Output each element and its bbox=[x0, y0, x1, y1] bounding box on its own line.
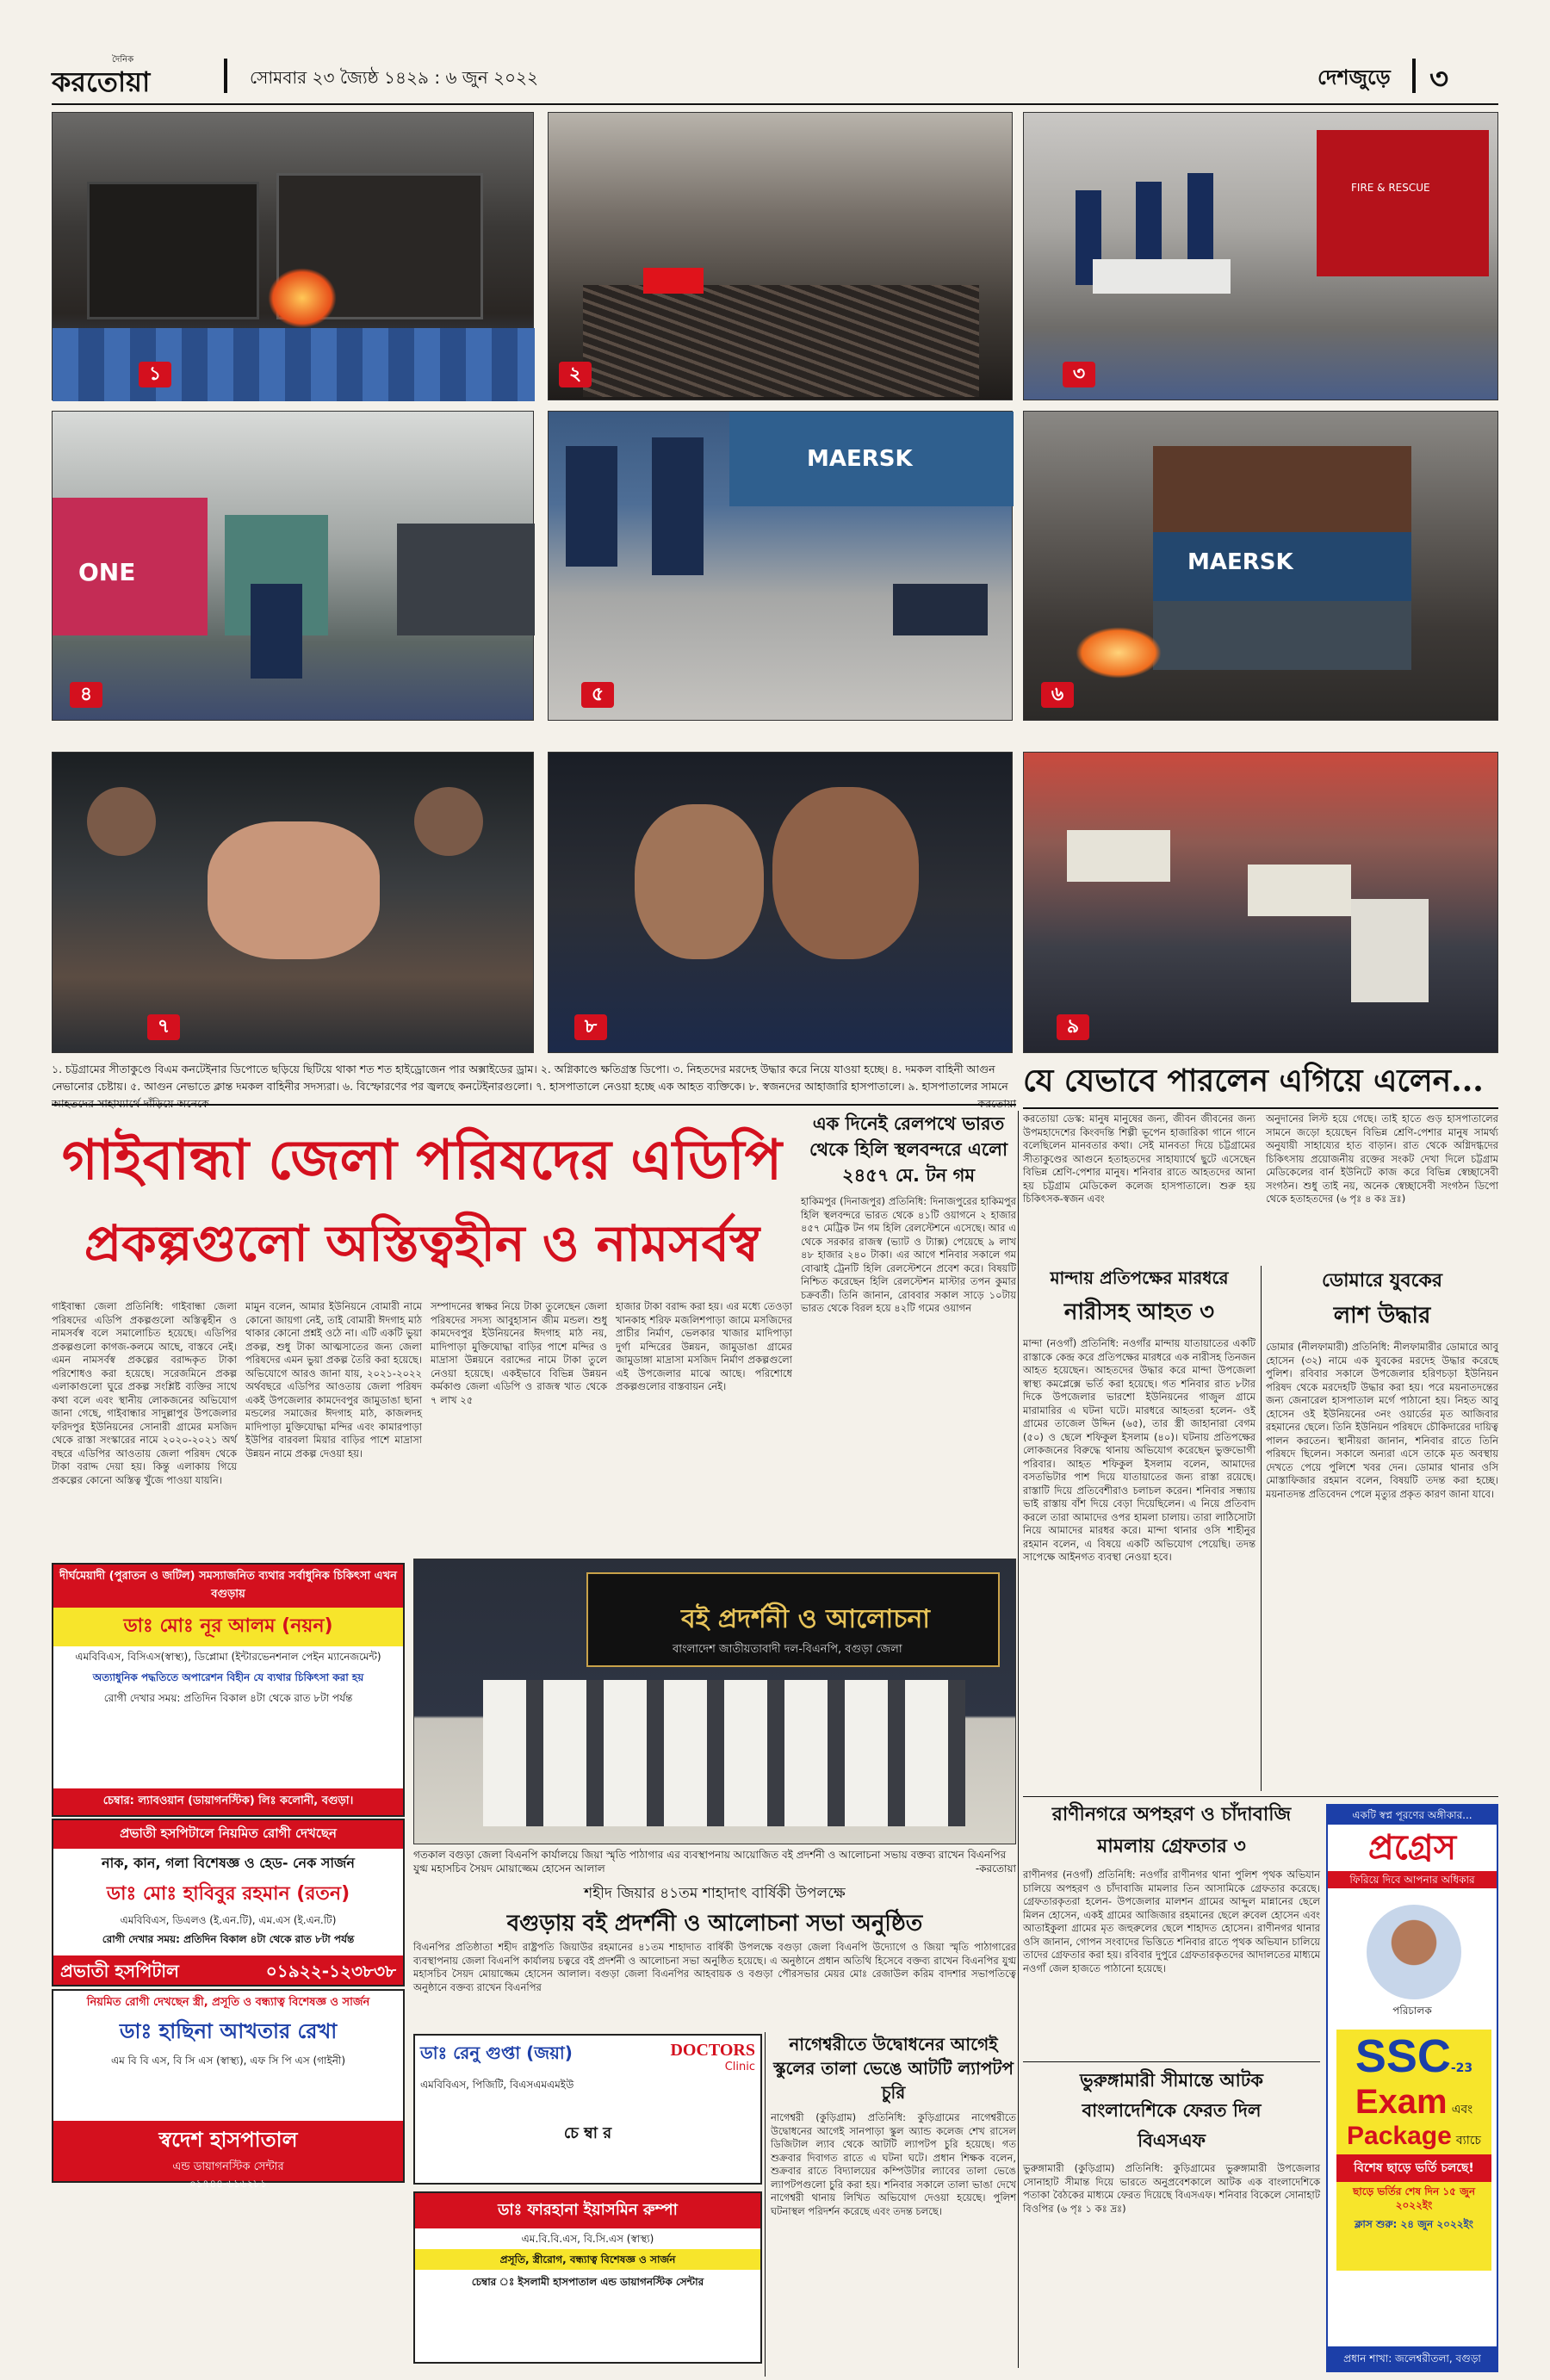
domar-headline-2: লাশ উদ্ধার bbox=[1333, 1303, 1431, 1329]
renu-degrees: এমবিবিএস, পিজিটি, বিএসএমএমইউ bbox=[420, 2079, 574, 2091]
package-batch: ব্যাচে bbox=[1455, 2134, 1481, 2148]
photo-number: ৮ bbox=[574, 1014, 607, 1040]
probhati-spec: নাক, কান, গলা বিশেষজ্ঞ ও হেড- নেক সার্জন bbox=[102, 1855, 355, 1871]
probhati-ad bbox=[52, 1819, 405, 1986]
raninagar-story bbox=[1023, 1800, 1320, 2058]
lead-col-2: মামুন বলেন, আমার ইউনিয়নে বোমারী নামে কোনো জায়গা নেই, তাই বোমারী ঈদগাহ মাঠ থাকার কোনো প্রশ্নই ওঠে না। এটি একটি ভুয়া প্রকল্প, শুধু টাকা আত্মসাতের জন্য জেলা পরিষদের এমন ভুয়া প্রকল্প তৈরি করা হয়েছে। অভিযোগে আরও জানা যায়, ২০২১-২০২২ অর্থবছরে এডিপির আওতায় জেলা পরিষদ একই উপজেলার কামদেবপুর জামুডাঙা ছানা মন্ডলের সমাজের ঈদগাহ মাঠ, কাজলদহ মাদিপাড়া মুক্তিযোদ্ধা মন্দির এবং কামারপাড়া ইউপির বারবলা মিয়ার বাড়ির পাশে মাদ্রাসা উন্নয়ন নামে প্রকল্প দেওয়া হয়। bbox=[245, 1300, 422, 1460]
ssc-year: -23 bbox=[1450, 2061, 1473, 2075]
lead-headline-line-1: গাইবান্ধা জেলা পরিষদের এডিপি bbox=[61, 1128, 783, 1193]
progress-offer: বিশেষ ছাড়ে ভর্তি চলছে! bbox=[1336, 2154, 1491, 2182]
border-headline-2: বাংলাদেশিকে ফেরত দিল bbox=[1082, 2100, 1262, 2121]
ortho-ad bbox=[52, 1563, 405, 1817]
progress-ad bbox=[1326, 1804, 1498, 2372]
border-story bbox=[1023, 2067, 1320, 2377]
progress-tag: ফিরিয়ে দিবে আপনার অধিকার bbox=[1328, 1871, 1497, 1888]
photo-4-firefighting bbox=[52, 411, 534, 721]
gyn-degrees: এম বি বি এস, বি সি এস (স্বাস্থ্য), এফ সি পি এস (গাইনী) bbox=[110, 2055, 345, 2067]
ortho-time: রোগী দেখার সময়: প্রতিদিন বিকাল ৪টা থেকে রাত ৮টা পর্যন্ত bbox=[103, 1692, 353, 1704]
laptop-story bbox=[771, 2032, 1016, 2377]
lead-headline-line-2: প্রকল্পগুলো অস্তিত্বহীন ও নামসর্বস্ব bbox=[84, 1214, 760, 1273]
doctors-clinic-logo bbox=[670, 2041, 755, 2073]
farhana-degrees: এম.বি.বি.এস, বি.সি.এস (স্বাস্থ্য) bbox=[521, 2233, 654, 2245]
progress-person-title: পরিচালক bbox=[1392, 2005, 1432, 2017]
ortho-chamber: চেম্বার: ল্যাবওয়ান (ডায়াগনস্টিক) লিঃ কলোনী, বগুড়া। bbox=[53, 1788, 403, 1815]
container-label-maersk-2: MAERSK bbox=[1187, 549, 1293, 575]
mandai-body: মান্দা (নওগাঁ) প্রতিনিধি: নওগাঁর মান্দায় যাতায়াতের একটি রাস্তাকে কেন্দ্র করে প্রতিপক্ষের মারধরে এক নারীসহ তিনজন আহত হয়েছেন। আহতদের উদ্ধার করে মান্দা উপজেলা স্বাস্থ্য কমপ্লেক্সে ভর্তি করা হয়েছে। গত শনিবার রাত ৮টার দিকে উপজেলার ভারশো ইউনিয়নের গাজুল গ্রামে মারামারির এ ঘটনা ঘটে। মারধরে আহতরা হলেন- ওই গ্রামের তাজেল উদ্দিন (৬৫), তার স্ত্রী জাহানারা বেগম (৫০) ও ছেলে শফিকুল ইসলাম (৪০)। ঘটনায় প্রতিপক্ষের লোকজনের বিরুদ্ধে থানায় অভিযোগ করেছেন ভুক্তভোগী পরিবার। আহত শফিকুল ইসলাম বলেন, আমাদের বসতভিটার পাশ দিয়ে যাতায়াতের জন্য রাস্তা রয়েছে। রাস্তাটি দিয়ে প্রতিবেশীরাও চলাচল করেন। শনিবার সন্ধ্যায় ভাই রাস্তায় বাঁশ দিয়ে বেড়া দিয়েছিলেন। এ নিয়ে প্রতিবাদ করলে তারা আমাদের ওপর হামলা চালায়। তারা লাঠিসোটা নিয়ে আমাদের মারধর করে। মান্দা থানার ওসি শাহীনুর রহমান বলেন, এ বিষয়ে একটি অভিযোগ পেয়েছি। তদন্ত সাপেক্ষে আইনগত ব্যবস্থা নেওয়া হবে। bbox=[1023, 1337, 1256, 1563]
ssc-label: SSC bbox=[1355, 2030, 1451, 2082]
domar-story bbox=[1266, 1266, 1498, 1795]
package-label: Package bbox=[1347, 2122, 1452, 2150]
event-banner-title: বই প্রদর্শনী ও আলোচনা bbox=[681, 1604, 931, 1634]
mandai-story bbox=[1023, 1266, 1256, 1795]
photo-8-grieving-relatives bbox=[548, 752, 1013, 1053]
photo-caption-text: ১. চট্টগ্রামের সীতাকুণ্ডে বিএম কনটেইনার ডিপোতে ছড়িয়ে ছিটিয়ে থাকা শত শত হাইড্রোজেন পার অক্সাইডের ড্রাম। ২. অগ্নিকাণ্ডে ক্ষতিগ্রস্ত ডিপো। ৩. নিহতদের মরদেহ উদ্ধার করে নিয়ে যাওয়া হচ্ছে। ৪. দমকল বাহিনী আগুন নেভানোর চেষ্টায়। ৫. আগুন নেভাতে ক্লান্ত দমকল বাহিনীর সদস্যরা। ৬. বিস্ফোরণের পর জ্বলছে কনটেইনারগুলো। ৭. হাসপাতালে নেওয়া হচ্ছে এক আহত ব্যক্তিকে। ৮. স্বজনদের আহাজারি হাসপাতালে। ৯. হাসপাতালের সামনে bbox=[52, 1063, 1008, 1093]
photo-number: ১ bbox=[139, 362, 171, 387]
photo-number: ৯ bbox=[1057, 1014, 1089, 1040]
renu-ad bbox=[413, 2034, 762, 2185]
photo-3-body-recovery bbox=[1023, 112, 1498, 400]
domar-headline-1: ডোমারে যুবকের bbox=[1322, 1270, 1442, 1292]
right-intro-col-2: অনুদানের লিস্ট হয়ে গেছে। তাই হাতে গুড় হাসপাতালের সামনে জড়ো হয়েছেন বিভিন্ন শ্রেণি-পেশার মানুষ সামর্থ্য অনুযায়ী সাহায্যের হাত বাড়ান। রাত থেকে অগ্নিদগ্ধদের চিকিৎসায় প্রয়োজনীয় রক্তের সংকট দেখা দিলে চট্টগ্রাম মেডিকেলের বার্ন ইউনিটে কাজ করে বিভিন্ন স্বেচ্ছাসেবী সংগঠন। শুধু তাই নয়, অনেক স্বেচ্ছাসেবী সংগঠন ডিপো থেকে হতাহতদের (৬ পৃঃ ৪ কঃ দ্রঃ) bbox=[1266, 1113, 1498, 1205]
issue-date: সোমবার ২৩ জ্যৈষ্ঠ ১৪২৯ : ৬ জুন ২০২২ bbox=[250, 67, 539, 88]
photo-number: ৭ bbox=[147, 1014, 180, 1040]
photo-number: ৫ bbox=[581, 682, 614, 708]
farhana-chamber: চেম্বার ঃ ইসলামী হাসপাতাল এন্ড ডায়াগনস্টিক সেন্টার bbox=[471, 2276, 704, 2288]
event-credit: -করতোয়া bbox=[975, 1862, 1016, 1875]
progress-address: প্রধান শাখা: জলেশ্বরীতলা, বগুড়া bbox=[1328, 2346, 1497, 2371]
doctors-clinic-sub: Clinic bbox=[724, 2061, 755, 2073]
gyn-phone: ০১৭৪৪-৬১৬২৮১ bbox=[189, 2178, 268, 2190]
photo-caption bbox=[52, 1061, 1016, 1097]
photo-9-crowd-at-hospital bbox=[1023, 752, 1498, 1053]
photo-1-burnt-trucks bbox=[52, 112, 534, 400]
mandai-headline-2: নারীসহ আহত ৩ bbox=[1063, 1299, 1215, 1325]
probhati-phone: ০১৯২২-১২৩৮৩৮ bbox=[265, 1961, 396, 1981]
gyn-ad bbox=[52, 1989, 405, 2190]
photo-number: ৪ bbox=[70, 682, 102, 708]
mandai-headline-1: মান্দায় প্রতিপক্ষের মারধরে bbox=[1050, 1267, 1229, 1288]
probhati-doctor: ডাঃ মোঃ হাবিবুর রহমান (রতন) bbox=[106, 1883, 350, 1905]
raninagar-body: রাণীনগর (নওগাঁ) প্রতিনিধি: নওগাঁর রাণীনগর থানা পুলিশ পৃথক অভিযান চালিয়ে অপহরণ ও চাঁদাবাজি মামলার তিন আসামিকে গ্রেফতার করেছে। গ্রেফতারকৃতরা হলেন- উপজেলার মালশন গ্রামের আব্দুল মান্নানের ছেলে মিলন হোসেন, একই গ্রামের আজিজার রহমানের ছেলে রুবেল হোসেন এবং আতাইকুলা গ্রামের মৃত জহুরুলের ছেলে শাহাদত হোসেন। রাণীনগর থানার ওসি জানান, গোপন সংবাদের ভিত্তিতে শনিবার রাতে পৃথক অভিযান চালিয়ে তাদের গ্রেফতার করা হয়। রবিবার দুপুরে গ্রেফতারকৃতদের আদালতের মাধ্যমে নওগাঁ জেল হাজতে পাঠানো হয়েছে। bbox=[1023, 1869, 1320, 1974]
photo-number: ৩ bbox=[1063, 362, 1095, 387]
masthead bbox=[52, 52, 1498, 102]
india-headline: এক দিনেই রেলপথে ভারত থেকে হিলি স্থলবন্দরে এলো ২৪৫৭ মে. টন গম bbox=[809, 1113, 1008, 1186]
probhati-time: রোগী দেখার সময়: প্রতিদিন বিকাল ৪টা থেকে রাত ৮টা পর্যন্ত bbox=[102, 1933, 355, 1945]
lead-col-1: গাইবান্ধা জেলা প্রতিনিধি: গাইবান্ধা জেলা পরিষদের এডিপি প্রকল্পগুলো অস্তিত্বহীন ও নামসর্বস্ব বলে সমালোচিত হয়েছে। এডিপির প্রকল্পগুলো কাগজ-কলমে আছে, বাস্তবে নেই। এমন নামসর্বস্ব প্রকল্পের বরাদ্দকৃত টাকা পরিশোধও করা হয়েছে। সরেজমিনে প্রকল্প এলাকাগুলো ঘুরে প্রকল্প সংশ্লিষ্ট ব্যক্তির সাথে কথা বলে এবং স্থানীয় লোকজনের অভিযোগ জানা গেছে, গাইবান্ধার সাদুল্লাপুর উপজেলার ফরিদপুর ইউনিয়নের সোনারী গ্রামের মসজিদ থেকে রাস্তা সংস্কারের নামে ২০২০-২০২১ অর্থ বছরে এডিপির আওতায় জেলা পরিষদ থেকে টাকা বরাদ্দ দেয়া হয়। কিন্তু এলাকায় গিয়ে প্রকল্পের কোনো অস্তিত্ব খুঁজে পাওয়া যায়নি। bbox=[52, 1300, 237, 1486]
headline-text: যে যেভাবে পারলেন এগিয়ে এলেন... bbox=[1023, 1063, 1484, 1099]
event-photo-caption bbox=[413, 1848, 1016, 1877]
doctors-clinic-name: DOCTORS bbox=[670, 2041, 755, 2060]
gyn-hospital: স্বদেশ হাসপাতাল bbox=[158, 2128, 298, 2152]
event-banner-sub: বাংলাদেশ জাতীয়তাবাদী দল-বিএনপি, বগুড়া জেলা bbox=[673, 1643, 902, 1656]
photo-2-damaged-depot bbox=[548, 112, 1013, 400]
logo-small: দৈনিক bbox=[112, 55, 134, 65]
page-number: ৩ bbox=[1429, 62, 1449, 96]
zia-headline: বগুড়ায় বই প্রদর্শনী ও আলোচনা সভা অনুষ্ঠিত bbox=[506, 1911, 923, 1937]
probhati-title: প্রভাতী হসপিটালে নিয়মিত রোগী দেখছেন bbox=[53, 1820, 403, 1849]
probhati-degrees: এমবিবিএস, ডিএলও (ই.এন.টি), এম.এস (ই.এন.টি) bbox=[120, 1914, 337, 1926]
fire-truck-label: FIRE & RESCUE bbox=[1351, 182, 1430, 194]
photo-6-burning-containers bbox=[1023, 411, 1498, 721]
right-intro-col-1: করতোয়া ডেস্ক: মানুষ মানুষের জন্য, জীবন জীবনের জন্য উপমহাদেশের কিংবদন্তি শিল্পী ভূপেন হাজারিকা গানে গানে বলেছিলেন মানবতার কথা। সেই মানবতা দিয়ে চট্টগ্রামের সীতাকুণ্ডের আগুনে হতাহতদের সাহায্যার্থে ছুটে এসেছেন বিভিন্ন শ্রেণি-পেশার মানুষ। শনিবার রাতে আহতদের আনা হয় চট্টগ্রাম মেডিকেল কলেজ হাসপাতালে। শুরু হয় চিকিৎসক-স্বজন এবং bbox=[1023, 1113, 1256, 1205]
laptop-body: নাগেশ্বরী (কুড়িগ্রাম) প্রতিনিধি: কুড়িগ্রামের নাগেশ্বরীতে উদ্বোধনের আগেই সানপাড়া স্কুল অ্যান্ড কলেজ শেখ রাসেল ডিজিটাল ল্যাব থেকে আটটি ল্যাপটপ চুরি হয়েছে। গত শুক্রবার দিবাগত রাতে এ ঘটনা ঘটে। প্রধান শিক্ষক বলেন, শুক্রবার রাতে বিদ্যালয়ের কম্পিউটার ল্যাবের তালা ভেঙে ল্যাপটপগুলো চুরি করা হয়। শনিবার সকালে তালা ভাঙা দেখে নাগেশ্বরী থানায় লিখিত অভিযোগ দেওয়া হয়েছে। পুলিশ ঘটনাস্থল পরিদর্শন করেছে এবং তদন্ত চলছে। bbox=[771, 2111, 1016, 2217]
domar-body: ডোমার (নীলফামারী) প্রতিনিধি: নীলফামারীর ডোমারে আবু হোসেন (৩২) নামে এক যুবকের মরদেহ উদ্ধার করেছে পুলিশ। রবিবার সকালে উপজেলার হরিণচড়া ইউনিয়ন পরিষদ থেকে মরদেহটি উদ্ধার করা হয়। পরে ময়নাতদন্তের জন্য জেনারেল হাসপাতাল মর্গে পাঠানো হয়। নিহত আবু হোসেন ওই ইউনিয়নের ৩নং ওয়ার্ডের মৃত আজিবার রহমানের ছেলে। তিনি ইউনিয়ন পরিষদে চৌকিদারের দায়িত্ব পালন করতেন। স্থানীয়রা জানান, শনিবার রাতে তিনি পরিষদে ছিলেন। সকালে অন্যরা এসে তাকে মৃত অবস্থায় দেখতে পেয়ে পুলিশে খবর দেন। ডোমার থানার ওসি মোস্তাফিজার রহমান বলেন, বিষয়টি তদন্ত করা হচ্ছে। ময়নাতদন্ত প্রতিবেদন পেলে মৃত্যুর প্রকৃত কারণ জানা যাবে। bbox=[1266, 1341, 1498, 1500]
logo-text: করতোয়া bbox=[52, 65, 151, 98]
section-name: দেশজুড়ে bbox=[1318, 65, 1391, 90]
zia-story bbox=[413, 1882, 1016, 2029]
farhana-ad bbox=[413, 2191, 762, 2364]
lead-col-4: হাজার টাকা বরাদ্দ করা হয়। এর মধ্যে তেওড়া খানকাহ শরিফ মজলিশপাড়া জামে মসজিদের প্রাচীর নির্মাণ, ভেলকার খাজার মাদিপাড়া দুর্গা মন্দিরের উন্নয়ন, জামুডাঙা গ্রামের জামুডাঙ্গা মাদ্রাসা মসজিদ নির্মাণ প্রকল্পগুলো এই উপজেলার মাঝে আছে। পরিশোধে প্রকল্পগুলোর বাস্তবায়ন নেই। bbox=[616, 1300, 792, 1392]
lead-headline bbox=[52, 1119, 792, 1296]
border-body: ভুরুঙ্গামারী (কুড়িগ্রাম) প্রতিনিধি: কুড়িগ্রামের ভুরুঙ্গামারী উপজেলার সোনাহাট সীমান্ত দিয়ে ভারতে অনুপ্রবেশকালে আটক এক বাংলাদেশিকে পতাকা বৈঠকের মাধ্যমে ফেরত দিয়েছে বিএসএফ। শনিবার বিকেলে সোনাহাট বিওপির (৬ পৃঃ ১ কঃ দ্রঃ) bbox=[1023, 2162, 1320, 2215]
gyn-title: নিয়মিত রোগী দেখছেন স্ত্রী, প্রসূতি ও বন্ধ্যাত্ব বিশেষজ্ঞ ও সার্জন bbox=[86, 1996, 370, 2009]
event-photo bbox=[413, 1559, 1016, 1844]
photo-number: ৬ bbox=[1041, 682, 1074, 708]
raninagar-headline-1: রাণীনগরে অপহরণ ও চাঁদাবাজি bbox=[1051, 1804, 1292, 1825]
progress-class: ক্লাস শুরু: ২৪ জুন ২০২২ইং bbox=[1355, 2218, 1473, 2230]
progress-name: প্রগ্রেস bbox=[1367, 1828, 1457, 1868]
india-body: হাকিমপুর (দিনাজপুর) প্রতিনিধি: দিনাজপুরের হাকিমপুর হিলি স্থলবন্দরে ভারত থেকে ৪১টি ওয়াগনে ২ হাজার ৪৫৭ মেট্রিক টন গম হিলি রেলস্টেশনে এসেছে। আর এ থেকে সরকার রাজস্ব (ভ্যাট ও ট্যাক্স) পেয়েছে ৯ লাখ ৪৮ হাজার ২৪০ টাকা। এর আগে শনিবার সকালে গম বোঝাই ট্রেনটি হিলি রেলস্টেশনে প্রবেশ করে। বিষয়টি নিশ্চিত করেছেন হিলি রেলস্টেশন মাস্টার তপন কুমার চক্রবর্তী। তিনি জানান, রোববার সকাল সাড়ে ১০টায় ভারত থেকে বিরল হয়ে ৪২টি গমের ওয়াগন bbox=[801, 1195, 1016, 1314]
photo-5-exhausted-firefighters bbox=[548, 411, 1013, 721]
border-headline-3: বিএসএফ bbox=[1138, 2130, 1206, 2151]
zia-kicker: শহীদ জিয়ার ৪১তম শাহাদাৎ বার্ষিকী উপলক্ষে bbox=[584, 1885, 846, 1902]
probhati-name: প্রভাতী হসপিটাল bbox=[60, 1961, 179, 1981]
india-story bbox=[801, 1111, 1016, 1546]
farhana-spec: প্রসূতি, স্ত্রীরোগ, বন্ধ্যাত্ব বিশেষজ্ঞ ও সার্জন bbox=[415, 2249, 760, 2270]
border-headline-1: ভুরুঙ্গামারী সীমান্তে আটক bbox=[1080, 2070, 1263, 2091]
laptop-headline: নাগেশ্বরীতে উদ্বোধনের আগেই স্কুলের তালা ভেঙে আটটি ল্যাপটপ চুরি bbox=[773, 2034, 1014, 2103]
gyn-footer bbox=[53, 2121, 403, 2190]
gyn-doctor: ডাঃ হাছিনা আখতার রেখা bbox=[119, 2019, 338, 2043]
ortho-ad-title: দীর্ঘমেয়াদী (পুরাতন ও জটিল) সমস্যাজনিত ব্যথার সর্বাধুনিক চিকিৎসা এখন বগুড়ায় bbox=[53, 1565, 403, 1608]
photo-7-injured-to-hospital bbox=[52, 752, 534, 1053]
probhati-footer bbox=[53, 1955, 403, 1985]
progress-top: একটি স্বপ্ন পূরণের অঙ্গীকার... bbox=[1328, 1806, 1497, 1825]
ortho-line: অত্যাধুনিক পদ্ধতিতে অপারেশন বিহীন যে ব্যথার চিকিৎসা করা হয় bbox=[92, 1671, 364, 1683]
renu-doctor: ডাঃ রেনু গুপ্তা (জয়া) bbox=[420, 2042, 573, 2063]
newspaper-logo bbox=[52, 52, 215, 102]
ortho-doctor: ডাঃ মোঃ নূর আলম (নয়ন) bbox=[53, 1608, 403, 1646]
right-feature-headline bbox=[1023, 1057, 1498, 1109]
lead-col-3: সম্পাদনের স্বাক্ষর নিয়ে টাকা তুলেছেন জেলা পরিষদের সদস্য আবুহাসান জীম মন্ডল। শুধু কামদেবপুর ইউনিয়নের ঈদগাহ মাঠ নয়, মাদিপাড়া মুক্তিযোদ্ধা বাড়ির পাশে মন্দির ও মাদ্রাসা উন্নয়নে বরাদ্দের নামে টাকা তুলে নেওয়া হয়েছে। একইভাবে বিভিন্ন উন্নয়ন কর্মকাণ্ড জেলা এডিপি ও রাজস্ব খাত থেকে ৭ লাখ ২৫ bbox=[431, 1300, 607, 1406]
raninagar-headline-2: মামলায় গ্রেফতার ৩ bbox=[1097, 1836, 1246, 1857]
ssc-block bbox=[1336, 2030, 1491, 2271]
event-caption-text: গতকাল বগুড়া জেলা বিএনপি কার্যালয়ে জিয়া স্মৃতি পাঠাগার এর ব্যবস্থাপনায় আয়োজিত বই প্রদর্শনী ও আলোচনা সভায় বক্তব্য রাখেন বিএনপির যুগ্ম মহাসচিব সৈয়দ মোয়াজ্জেম হোসেন আলাল bbox=[413, 1849, 1007, 1875]
container-label-maersk: MAERSK bbox=[807, 446, 913, 472]
zia-body: বিএনপির প্রতিষ্ঠাতা শহীদ রাষ্ট্রপতি জিয়াউর রহমানের ৪১তম শাহাদাত বার্ষিকী উপলক্ষে বগুড়া জেলা বিএনপি উদ্যোগে ও জিয়া স্মৃতি পাঠাগারের ব্যবস্থাপনায় জেলা বিএনপি কার্যালয় চত্বরে বই প্রদর্শনী ও আলোচনা সভা অনুষ্ঠিত হয়েছে। এ অনুষ্ঠানে প্রধান অতিথি হিসেবে বক্তব্য রাখেন বিএনপির যুগ্ম মহাসচিব সৈয়দ মোয়াজ্জেম হোসেন আলাল। বগুড়া জেলা বিএনপির আহবায়ক ও বগুড়া পৌরসভার মেয়র মোঃ রেজাউল করিম বাদশার সভাপতিত্বে অনুষ্ঠানে বক্তব্য রাখেন বিএনপির bbox=[413, 1941, 1016, 1993]
renu-chamber: চে ম্বা র bbox=[563, 2124, 612, 2142]
exam-label: Exam bbox=[1355, 2083, 1448, 2121]
container-label-one: ONE bbox=[78, 558, 136, 586]
exam-and: এবং bbox=[1451, 2103, 1473, 2117]
gyn-hospital-2: এন্ড ডায়াগনস্টিক সেন্টার bbox=[172, 2160, 284, 2173]
ortho-degrees: এমবিবিএস, বিসিএস(স্বাস্থ্য), ডিপ্লোমা (ইন্টারভেনশনাল পেইন ম্যানেজমেন্ট) bbox=[75, 1651, 381, 1663]
farhana-doctor: ডাঃ ফারহানা ইয়াসমিন রুম্পা bbox=[415, 2193, 760, 2228]
progress-person-photo bbox=[1367, 1905, 1461, 1999]
photo-number: ২ bbox=[559, 362, 592, 387]
progress-dates: ছাড়ে ভর্তির শেষ দিন ১৫ জুন ২০২২ইং bbox=[1353, 2185, 1475, 2211]
